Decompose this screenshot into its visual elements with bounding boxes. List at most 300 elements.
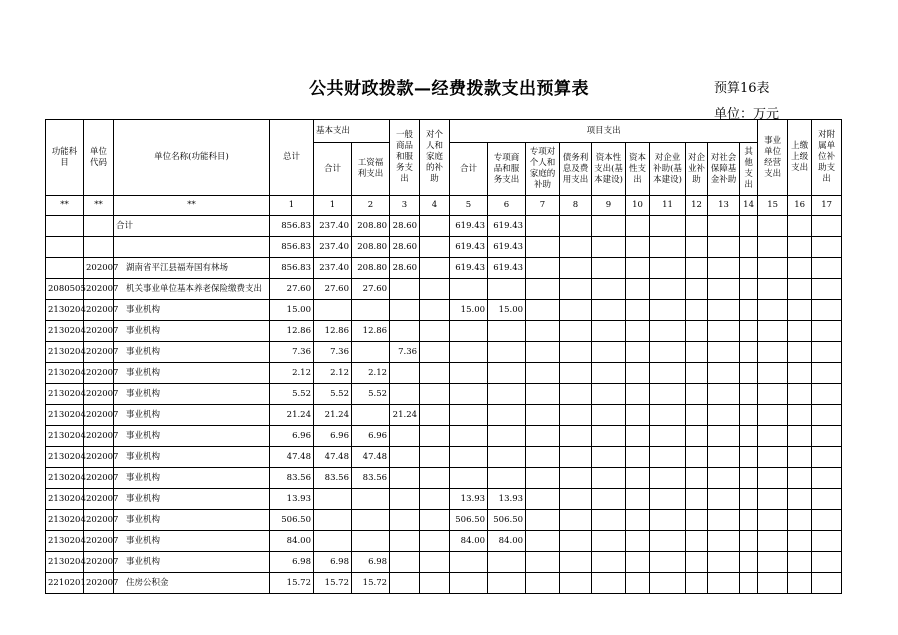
basic-salary-value: 83.56 <box>352 468 390 489</box>
empty-cell <box>788 237 812 258</box>
function-code <box>46 237 84 258</box>
unit-code: 202007 <box>84 384 114 405</box>
basic-goods-value <box>390 426 420 447</box>
basic-personal-value <box>420 384 450 405</box>
header-proj-other: 其他支出 <box>740 143 758 196</box>
empty-cell <box>650 384 686 405</box>
table-row <box>46 447 842 468</box>
empty-cell <box>740 384 758 405</box>
project-goods-value <box>488 552 526 573</box>
empty-cell <box>650 552 686 573</box>
empty-cell <box>650 405 686 426</box>
unit-name: 合计 <box>114 216 270 237</box>
empty-cell <box>650 279 686 300</box>
empty-cell <box>626 279 650 300</box>
empty-cell <box>592 321 626 342</box>
total-value: 6.96 <box>270 426 314 447</box>
table-row <box>46 384 842 405</box>
empty-cell <box>740 363 758 384</box>
project-goods-value: 15.00 <box>488 300 526 321</box>
empty-cell <box>686 573 708 594</box>
empty-cell <box>686 405 708 426</box>
table-row <box>46 342 842 363</box>
index-cell: 12 <box>686 196 708 216</box>
empty-cell <box>686 531 708 552</box>
unit-code: 202007 <box>84 489 114 510</box>
function-code: 2130204 <box>46 510 84 531</box>
function-code: 2130204 <box>46 342 84 363</box>
project-subtotal-value: 619.43 <box>450 258 488 279</box>
project-goods-value <box>488 447 526 468</box>
function-code: 2130204 <box>46 405 84 426</box>
header-unit-code: 单位代码 <box>84 120 114 196</box>
project-goods-value <box>488 342 526 363</box>
project-subtotal-value <box>450 279 488 300</box>
empty-cell <box>740 279 758 300</box>
empty-cell <box>686 258 708 279</box>
basic-personal-value <box>420 279 450 300</box>
empty-cell <box>560 279 592 300</box>
empty-cell <box>758 237 788 258</box>
empty-cell <box>650 510 686 531</box>
unit-code: 202007 <box>84 426 114 447</box>
header-upper-pay: 上缴上级支出 <box>788 120 812 196</box>
project-subtotal-value: 506.50 <box>450 510 488 531</box>
basic-personal-value <box>420 552 450 573</box>
empty-cell <box>560 384 592 405</box>
header-basic-subtotal: 合计 <box>314 143 352 196</box>
index-cell: 10 <box>626 196 650 216</box>
header-proj-capital: 资本性支出(基本建设) <box>592 143 626 196</box>
empty-cell <box>812 510 842 531</box>
unit-code: 202007 <box>84 300 114 321</box>
unit-name: 事业机构 <box>114 300 270 321</box>
empty-cell <box>812 258 842 279</box>
empty-cell <box>526 447 560 468</box>
basic-goods-value <box>390 279 420 300</box>
empty-cell <box>788 384 812 405</box>
function-code <box>46 258 84 279</box>
empty-cell <box>686 510 708 531</box>
index-cell: 8 <box>560 196 592 216</box>
header-basic: 基本支出 <box>314 120 390 143</box>
table-row <box>46 531 842 552</box>
empty-cell <box>686 447 708 468</box>
empty-cell <box>650 489 686 510</box>
basic-subtotal-value: 6.96 <box>314 426 352 447</box>
empty-cell <box>560 342 592 363</box>
basic-subtotal-value: 15.72 <box>314 573 352 594</box>
empty-cell <box>788 552 812 573</box>
empty-cell <box>526 489 560 510</box>
header-proj-capital2: 资本性支出 <box>626 143 650 196</box>
unit-code <box>84 216 114 237</box>
empty-cell <box>650 216 686 237</box>
index-cell: 6 <box>488 196 526 216</box>
empty-cell <box>592 447 626 468</box>
empty-cell <box>650 258 686 279</box>
unit-name: 事业机构 <box>114 510 270 531</box>
empty-cell <box>708 426 740 447</box>
empty-cell <box>708 279 740 300</box>
budget-table <box>45 119 842 594</box>
index-cell: 15 <box>758 196 788 216</box>
basic-salary-value: 208.80 <box>352 258 390 279</box>
unit-code: 202007 <box>84 258 114 279</box>
basic-goods-value <box>390 552 420 573</box>
unit-code: 202007 <box>84 342 114 363</box>
unit-name: 事业机构 <box>114 489 270 510</box>
project-subtotal-value <box>450 321 488 342</box>
empty-cell <box>740 573 758 594</box>
empty-cell <box>626 405 650 426</box>
basic-personal-value <box>420 405 450 426</box>
empty-cell <box>686 426 708 447</box>
empty-cell <box>708 552 740 573</box>
total-value: 13.93 <box>270 489 314 510</box>
project-goods-value <box>488 363 526 384</box>
basic-goods-value <box>390 531 420 552</box>
empty-cell <box>740 216 758 237</box>
unit-code: 202007 <box>84 573 114 594</box>
empty-cell <box>592 552 626 573</box>
empty-cell <box>560 573 592 594</box>
project-goods-value: 84.00 <box>488 531 526 552</box>
project-subtotal-value <box>450 552 488 573</box>
basic-goods-value: 28.60 <box>390 237 420 258</box>
index-cell: ** <box>46 196 84 216</box>
empty-cell <box>592 489 626 510</box>
project-subtotal-value: 619.43 <box>450 237 488 258</box>
empty-cell <box>526 216 560 237</box>
empty-cell <box>650 531 686 552</box>
header-affiliate: 对附属单位补助支出 <box>812 120 842 196</box>
project-subtotal-value <box>450 363 488 384</box>
empty-cell <box>740 510 758 531</box>
empty-cell <box>758 279 788 300</box>
function-code: 2210201 <box>46 573 84 594</box>
index-cell: 3 <box>390 196 420 216</box>
index-cell: 11 <box>650 196 686 216</box>
empty-cell <box>758 216 788 237</box>
unit-name: 事业机构 <box>114 384 270 405</box>
header-total: 总计 <box>270 120 314 196</box>
empty-cell <box>526 384 560 405</box>
empty-cell <box>650 426 686 447</box>
table-row <box>46 510 842 531</box>
basic-personal-value <box>420 258 450 279</box>
empty-cell <box>626 237 650 258</box>
basic-salary-value: 27.60 <box>352 279 390 300</box>
empty-cell <box>526 510 560 531</box>
total-value: 856.83 <box>270 216 314 237</box>
unit-name: 事业机构 <box>114 426 270 447</box>
basic-goods-value: 21.24 <box>390 405 420 426</box>
table-row <box>46 300 842 321</box>
project-subtotal-value: 15.00 <box>450 300 488 321</box>
basic-subtotal-value: 21.24 <box>314 405 352 426</box>
basic-personal-value <box>420 363 450 384</box>
empty-cell <box>812 321 842 342</box>
unit-code: 202007 <box>84 279 114 300</box>
basic-goods-value <box>390 468 420 489</box>
project-subtotal-value <box>450 405 488 426</box>
unit-label: 单位：万元 <box>714 107 780 122</box>
empty-cell <box>560 510 592 531</box>
total-value: 6.98 <box>270 552 314 573</box>
empty-cell <box>788 573 812 594</box>
empty-cell <box>788 216 812 237</box>
empty-cell <box>758 510 788 531</box>
total-value: 5.52 <box>270 384 314 405</box>
header-proj-enterprise: 对企业补助(基本建设) <box>650 143 686 196</box>
empty-cell <box>560 405 592 426</box>
basic-subtotal-value: 5.52 <box>314 384 352 405</box>
empty-cell <box>592 468 626 489</box>
empty-cell <box>740 237 758 258</box>
basic-subtotal-value: 6.98 <box>314 552 352 573</box>
basic-salary-value <box>352 342 390 363</box>
header-func-subject: 功能科目 <box>46 120 84 196</box>
table-row <box>46 258 842 279</box>
empty-cell <box>626 258 650 279</box>
basic-subtotal-value: 237.40 <box>314 216 352 237</box>
index-cell: 14 <box>740 196 758 216</box>
table-row <box>46 279 842 300</box>
basic-personal-value <box>420 447 450 468</box>
empty-cell <box>812 489 842 510</box>
basic-goods-value <box>390 573 420 594</box>
empty-cell <box>740 405 758 426</box>
index-cell: 9 <box>592 196 626 216</box>
empty-cell <box>686 384 708 405</box>
empty-cell <box>812 216 842 237</box>
table-row <box>46 426 842 447</box>
empty-cell <box>626 531 650 552</box>
basic-personal-value <box>420 216 450 237</box>
project-goods-value: 619.43 <box>488 258 526 279</box>
project-goods-value: 619.43 <box>488 216 526 237</box>
function-code <box>46 216 84 237</box>
unit-name: 湖南省平江县福寿国有林场 <box>114 258 270 279</box>
empty-cell <box>686 279 708 300</box>
empty-cell <box>740 531 758 552</box>
header-unit-name: 单位名称(功能科目) <box>114 120 270 196</box>
header-proj-social: 对社会保障基金补助 <box>708 143 740 196</box>
unit-name: 事业机构 <box>114 342 270 363</box>
empty-cell <box>708 384 740 405</box>
empty-cell <box>758 531 788 552</box>
empty-cell <box>812 342 842 363</box>
total-value: 15.72 <box>270 573 314 594</box>
empty-cell <box>686 468 708 489</box>
header-proj-personal: 专项对个人和家庭的补助 <box>526 143 560 196</box>
empty-cell <box>560 216 592 237</box>
index-cell: 17 <box>812 196 842 216</box>
project-goods-value <box>488 573 526 594</box>
basic-personal-value <box>420 510 450 531</box>
empty-cell <box>650 363 686 384</box>
unit-code: 202007 <box>84 468 114 489</box>
basic-salary-value: 6.96 <box>352 426 390 447</box>
header-project: 项目支出 <box>450 120 758 143</box>
basic-personal-value <box>420 342 450 363</box>
project-goods-value: 506.50 <box>488 510 526 531</box>
total-value: 856.83 <box>270 258 314 279</box>
total-value: 15.00 <box>270 300 314 321</box>
empty-cell <box>758 342 788 363</box>
project-goods-value <box>488 468 526 489</box>
basic-goods-value <box>390 363 420 384</box>
unit-name: 住房公积金 <box>114 573 270 594</box>
empty-cell <box>758 363 788 384</box>
empty-cell <box>708 342 740 363</box>
index-cell: 4 <box>420 196 450 216</box>
empty-cell <box>788 405 812 426</box>
empty-cell <box>626 552 650 573</box>
unit-code: 202007 <box>84 447 114 468</box>
empty-cell <box>592 279 626 300</box>
empty-cell <box>650 300 686 321</box>
empty-cell <box>758 405 788 426</box>
basic-subtotal-value <box>314 300 352 321</box>
empty-cell <box>526 468 560 489</box>
header-basic-goods: 一般商品和服务支出 <box>390 120 420 196</box>
empty-cell <box>812 531 842 552</box>
empty-cell <box>560 426 592 447</box>
empty-cell <box>686 300 708 321</box>
empty-cell <box>812 363 842 384</box>
empty-cell <box>592 426 626 447</box>
empty-cell <box>708 300 740 321</box>
project-subtotal-value: 619.43 <box>450 216 488 237</box>
index-cell: 1 <box>270 196 314 216</box>
project-goods-value: 13.93 <box>488 489 526 510</box>
unit-name: 事业机构 <box>114 321 270 342</box>
total-value: 83.56 <box>270 468 314 489</box>
empty-cell <box>526 426 560 447</box>
table-row <box>46 237 842 258</box>
empty-cell <box>526 258 560 279</box>
empty-cell <box>740 426 758 447</box>
empty-cell <box>708 321 740 342</box>
header-proj-goods: 专项商品和服务支出 <box>488 143 526 196</box>
empty-cell <box>626 321 650 342</box>
empty-cell <box>708 489 740 510</box>
basic-goods-value: 7.36 <box>390 342 420 363</box>
basic-personal-value <box>420 237 450 258</box>
empty-cell <box>758 384 788 405</box>
table-row <box>46 573 842 594</box>
empty-cell <box>740 300 758 321</box>
index-cell: 16 <box>788 196 812 216</box>
empty-cell <box>740 447 758 468</box>
empty-cell <box>526 300 560 321</box>
empty-cell <box>686 321 708 342</box>
empty-cell <box>526 279 560 300</box>
total-value: 7.36 <box>270 342 314 363</box>
basic-subtotal-value: 12.86 <box>314 321 352 342</box>
empty-cell <box>560 552 592 573</box>
basic-subtotal-value: 83.56 <box>314 468 352 489</box>
project-subtotal-value: 84.00 <box>450 531 488 552</box>
empty-cell <box>740 552 758 573</box>
empty-cell <box>592 237 626 258</box>
basic-salary-value: 5.52 <box>352 384 390 405</box>
empty-cell <box>708 447 740 468</box>
basic-subtotal-value: 2.12 <box>314 363 352 384</box>
empty-cell <box>650 447 686 468</box>
empty-cell <box>560 300 592 321</box>
header-basic-salary: 工资福利支出 <box>352 143 390 196</box>
empty-cell <box>788 426 812 447</box>
basic-goods-value <box>390 321 420 342</box>
empty-cell <box>560 321 592 342</box>
basic-salary-value <box>352 489 390 510</box>
basic-subtotal-value: 7.36 <box>314 342 352 363</box>
empty-cell <box>592 531 626 552</box>
basic-subtotal-value: 237.40 <box>314 258 352 279</box>
empty-cell <box>758 552 788 573</box>
empty-cell <box>626 363 650 384</box>
header-basic-personal: 对个人和家庭的补助 <box>420 120 450 196</box>
function-code: 2130204 <box>46 426 84 447</box>
project-goods-value <box>488 405 526 426</box>
empty-cell <box>758 321 788 342</box>
unit-name: 事业机构 <box>114 363 270 384</box>
total-value: 12.86 <box>270 321 314 342</box>
basic-personal-value <box>420 321 450 342</box>
total-value: 47.48 <box>270 447 314 468</box>
basic-personal-value <box>420 531 450 552</box>
unit-name: 事业机构 <box>114 552 270 573</box>
function-code: 2130204 <box>46 468 84 489</box>
basic-salary-value <box>352 531 390 552</box>
empty-cell <box>708 216 740 237</box>
unit-name: 事业机构 <box>114 405 270 426</box>
empty-cell <box>626 426 650 447</box>
empty-cell <box>708 363 740 384</box>
header-proj-debt: 债务利息及费用支出 <box>560 143 592 196</box>
empty-cell <box>650 321 686 342</box>
basic-goods-value <box>390 300 420 321</box>
basic-salary-value <box>352 300 390 321</box>
empty-cell <box>708 237 740 258</box>
basic-salary-value: 208.80 <box>352 237 390 258</box>
function-code: 2130204 <box>46 321 84 342</box>
empty-cell <box>740 489 758 510</box>
index-cell: ** <box>84 196 114 216</box>
function-code: 2130204 <box>46 300 84 321</box>
project-goods-value: 619.43 <box>488 237 526 258</box>
basic-goods-value: 28.60 <box>390 216 420 237</box>
function-code: 2130204 <box>46 363 84 384</box>
index-cell: ** <box>114 196 270 216</box>
basic-salary-value: 15.72 <box>352 573 390 594</box>
unit-name: 事业机构 <box>114 531 270 552</box>
empty-cell <box>686 552 708 573</box>
unit-name: 机关事业单位基本养老保险缴费支出 <box>114 279 270 300</box>
empty-cell <box>686 489 708 510</box>
empty-cell <box>740 342 758 363</box>
function-code: 2130204 <box>46 384 84 405</box>
basic-personal-value <box>420 489 450 510</box>
empty-cell <box>788 258 812 279</box>
unit-code: 202007 <box>84 405 114 426</box>
unit-code: 202007 <box>84 363 114 384</box>
empty-cell <box>626 342 650 363</box>
basic-subtotal-value <box>314 510 352 531</box>
